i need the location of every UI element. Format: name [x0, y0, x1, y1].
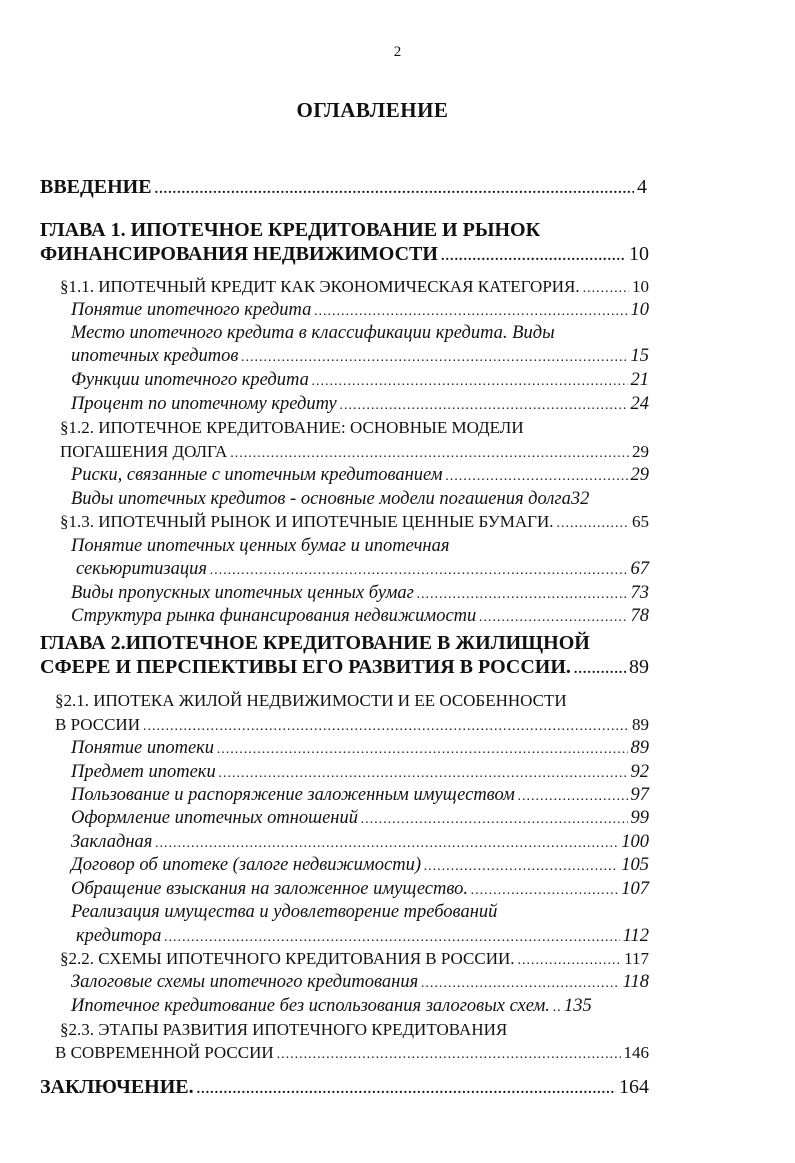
toc-entry-subsection[interactable] — [71, 808, 649, 829]
entry-label: §1.1. ИПОТЕЧНЫЙ КРЕДИТ КАК ЭКОНОМИЧЕСКАЯ КАТЕГОРИЯ. — [60, 277, 580, 296]
toc-entry-subsection[interactable] — [71, 738, 649, 759]
entry-label: В РОССИИ — [55, 715, 140, 734]
toc-entry-subsection[interactable] — [71, 879, 649, 900]
dot-leader — [314, 304, 627, 320]
entry-label: Функции ипотечного кредита — [71, 370, 309, 390]
entry-page: 10 — [632, 277, 649, 296]
toc-entry-subsection[interactable] — [76, 559, 649, 580]
toc-entry-subsection[interactable] — [76, 926, 649, 947]
dot-leader — [241, 350, 627, 366]
toc-entry-subsection[interactable] — [71, 855, 649, 876]
dot-leader — [230, 446, 629, 462]
entry-label: Ипотечное кредитование без использования залоговых схем. — [71, 996, 550, 1016]
toc-entry-subsection[interactable] — [71, 832, 649, 853]
entry-page: 67 — [630, 559, 649, 579]
toc-entry-subsection[interactable] — [71, 762, 649, 783]
entry-page: 105 — [621, 855, 649, 875]
entry-page: 100 — [621, 832, 649, 852]
entry-label: ФИНАНСИРОВАНИЯ НЕДВИЖИМОСТИ — [40, 243, 438, 265]
toc-title: ОГЛАВЛЕНИЕ — [296, 98, 449, 122]
dot-leader — [312, 374, 628, 390]
entry-page: 97 — [630, 785, 649, 805]
toc-entry-subsection[interactable] — [71, 465, 649, 486]
dot-leader — [155, 182, 634, 198]
toc-entry-subsection-line1[interactable]: Место ипотечного кредита в классификации кредита. Виды — [71, 323, 555, 343]
chapter1-heading-line1[interactable]: ГЛАВА 1. ИПОТЕЧНОЕ КРЕДИТОВАНИЕ И РЫНОК — [40, 219, 541, 241]
entry-label: Процент по ипотечному кредиту — [71, 394, 337, 414]
toc-entry-section-2-3[interactable] — [55, 1043, 649, 1063]
entry-page: 89 — [629, 656, 649, 678]
dot-leader — [217, 742, 627, 758]
entry-page: 117 — [624, 949, 649, 968]
toc-entry-subsection[interactable] — [71, 300, 649, 321]
entry-label: кредитора — [76, 926, 162, 946]
entry-label: ипотечных кредитов — [71, 346, 239, 366]
entry-label: Договор об ипотеке (залоге недвижимости) — [71, 855, 421, 875]
entry-page: 118 — [622, 972, 649, 992]
toc-entry-chapter2[interactable] — [40, 656, 649, 679]
toc-entry-conclusion[interactable] — [40, 1076, 649, 1099]
dot-leader — [441, 249, 626, 265]
entry-label: Понятие ипотечного кредита — [71, 300, 312, 320]
entry-label: Обращение взыскания на заложенное имущество. — [71, 879, 469, 899]
dot-leader — [518, 953, 622, 969]
toc-entry-subsection[interactable] — [71, 785, 649, 806]
entry-page: 21 — [630, 370, 649, 390]
page-number: 2 — [393, 44, 402, 60]
entry-page: 107 — [621, 879, 649, 899]
dot-leader — [553, 1000, 561, 1016]
dot-leader — [340, 398, 628, 414]
toc-entry-subsection[interactable] — [71, 972, 649, 993]
entry-page: 135 — [563, 996, 592, 1016]
entry-label: §1.3. ИПОТЕЧНЫЙ РЫНОК И ИПОТЕЧНЫЕ ЦЕННЫЕ БУМАГИ. — [60, 512, 554, 531]
toc-entry-subsection[interactable] — [71, 489, 649, 510]
dot-leader — [277, 1047, 621, 1063]
entry-label: Понятие ипотеки — [71, 738, 215, 758]
toc-entry-section-2-1[interactable] — [55, 715, 649, 735]
toc-entry-subsection[interactable] — [71, 996, 649, 1017]
entry-page: 146 — [623, 1043, 649, 1062]
entry-page: 10 — [630, 300, 649, 320]
toc-entry-section-1-2[interactable] — [60, 442, 649, 462]
dot-leader — [471, 883, 618, 899]
dot-leader — [197, 1082, 616, 1098]
dot-leader — [583, 281, 629, 297]
dot-leader — [164, 930, 619, 946]
dot-leader — [210, 563, 628, 579]
entry-label: ПОГАШЕНИЯ ДОЛГА — [60, 442, 228, 461]
toc-entry-subsection[interactable] — [71, 583, 649, 604]
entry-page: 89 — [632, 715, 649, 734]
entry-page: 4 — [637, 176, 647, 198]
dot-leader — [219, 766, 628, 782]
entry-page: 32 — [570, 489, 590, 509]
entry-page: 78 — [630, 606, 649, 626]
entry-page: 89 — [630, 738, 649, 758]
chapter2-heading-line1[interactable]: ГЛАВА 2.ИПОТЕЧНОЕ КРЕДИТОВАНИЕ В ЖИЛИЩНОЙ — [40, 632, 590, 654]
entry-page: 73 — [630, 583, 649, 603]
entry-label: Виды ипотечных кредитов - основные модели погашения долга — [71, 489, 571, 509]
entry-page: 65 — [632, 512, 649, 531]
toc-entry-section-2-2[interactable] — [60, 949, 649, 969]
dot-leader — [424, 859, 618, 875]
entry-page: 10 — [629, 243, 649, 265]
entry-page: 24 — [630, 394, 649, 414]
entry-page: 164 — [619, 1076, 649, 1098]
toc-entry-section-1-3[interactable] — [60, 512, 649, 532]
entry-label: Предмет ипотеки — [71, 762, 216, 782]
entry-label: секьюритизация — [76, 559, 207, 579]
dot-leader — [556, 516, 629, 532]
entry-label: Залоговые схемы ипотечного кредитования — [71, 972, 419, 992]
toc-entry-subsection-line1[interactable]: Реализация имущества и удовлетворение требований — [71, 902, 498, 922]
toc-entry-section-1-2-line1[interactable]: §1.2. ИПОТЕЧНОЕ КРЕДИТОВАНИЕ: ОСНОВНЫЕ МОДЕЛИ — [60, 418, 524, 437]
toc-entry-chapter1[interactable] — [40, 243, 649, 266]
dot-leader — [518, 789, 628, 805]
toc-entry-subsection[interactable] — [71, 394, 649, 415]
entry-label: ЗАКЛЮЧЕНИЕ. — [40, 1076, 194, 1098]
entry-label: Закладная — [71, 832, 153, 852]
entry-page: 112 — [622, 926, 649, 946]
toc-entry-subsection[interactable] — [71, 346, 649, 367]
entry-page: 99 — [630, 808, 649, 828]
toc-entry-subsection[interactable] — [71, 606, 649, 627]
dot-leader — [479, 610, 627, 626]
dot-leader — [421, 976, 619, 992]
dot-leader — [155, 836, 618, 852]
dot-leader — [361, 812, 628, 828]
entry-label: Пользование и распоряжение заложенным имуществом — [71, 785, 515, 805]
entry-label: §2.2. СХЕМЫ ИПОТЕЧНОГО КРЕДИТОВАНИЯ В РОССИИ. — [60, 949, 515, 968]
entry-label: Риски, связанные с ипотечным кредитованием — [71, 465, 443, 485]
entry-label: Оформление ипотечных отношений — [71, 808, 358, 828]
entry-label: ВВЕДЕНИЕ — [40, 176, 152, 198]
dot-leader — [417, 587, 628, 603]
toc-entry-section-2-3-line1[interactable]: §2.3. ЭТАПЫ РАЗВИТИЯ ИПОТЕЧНОГО КРЕДИТОВАНИЯ — [60, 1020, 508, 1039]
dot-leader — [574, 662, 626, 678]
entry-label: Структура рынка финансирования недвижимости — [71, 606, 477, 626]
dot-leader — [143, 719, 629, 735]
entry-page: 29 — [632, 442, 649, 461]
toc-entry-section-1-1[interactable] — [60, 277, 649, 297]
toc-entry-introduction[interactable] — [40, 176, 647, 199]
toc-entry-subsection[interactable] — [71, 370, 649, 391]
entry-page: 15 — [630, 346, 649, 366]
entry-page: 92 — [630, 762, 649, 782]
toc-entry-section-2-1-line1[interactable]: §2.1. ИПОТЕКА ЖИЛОЙ НЕДВИЖИМОСТИ И ЕЕ ОСОБЕННОСТИ — [55, 691, 567, 710]
entry-label: В СОВРЕМЕННОЙ РОССИИ — [55, 1043, 274, 1062]
entry-label: Виды пропускных ипотечных ценных бумаг — [71, 583, 414, 603]
entry-label: СФЕРЕ И ПЕРСПЕКТИВЫ ЕГО РАЗВИТИЯ В РОССИИ. — [40, 656, 571, 678]
entry-page: 29 — [630, 465, 649, 485]
dot-leader — [446, 469, 628, 485]
toc-entry-subsection-line1[interactable]: Понятие ипотечных ценных бумаг и ипотечная — [71, 536, 450, 556]
